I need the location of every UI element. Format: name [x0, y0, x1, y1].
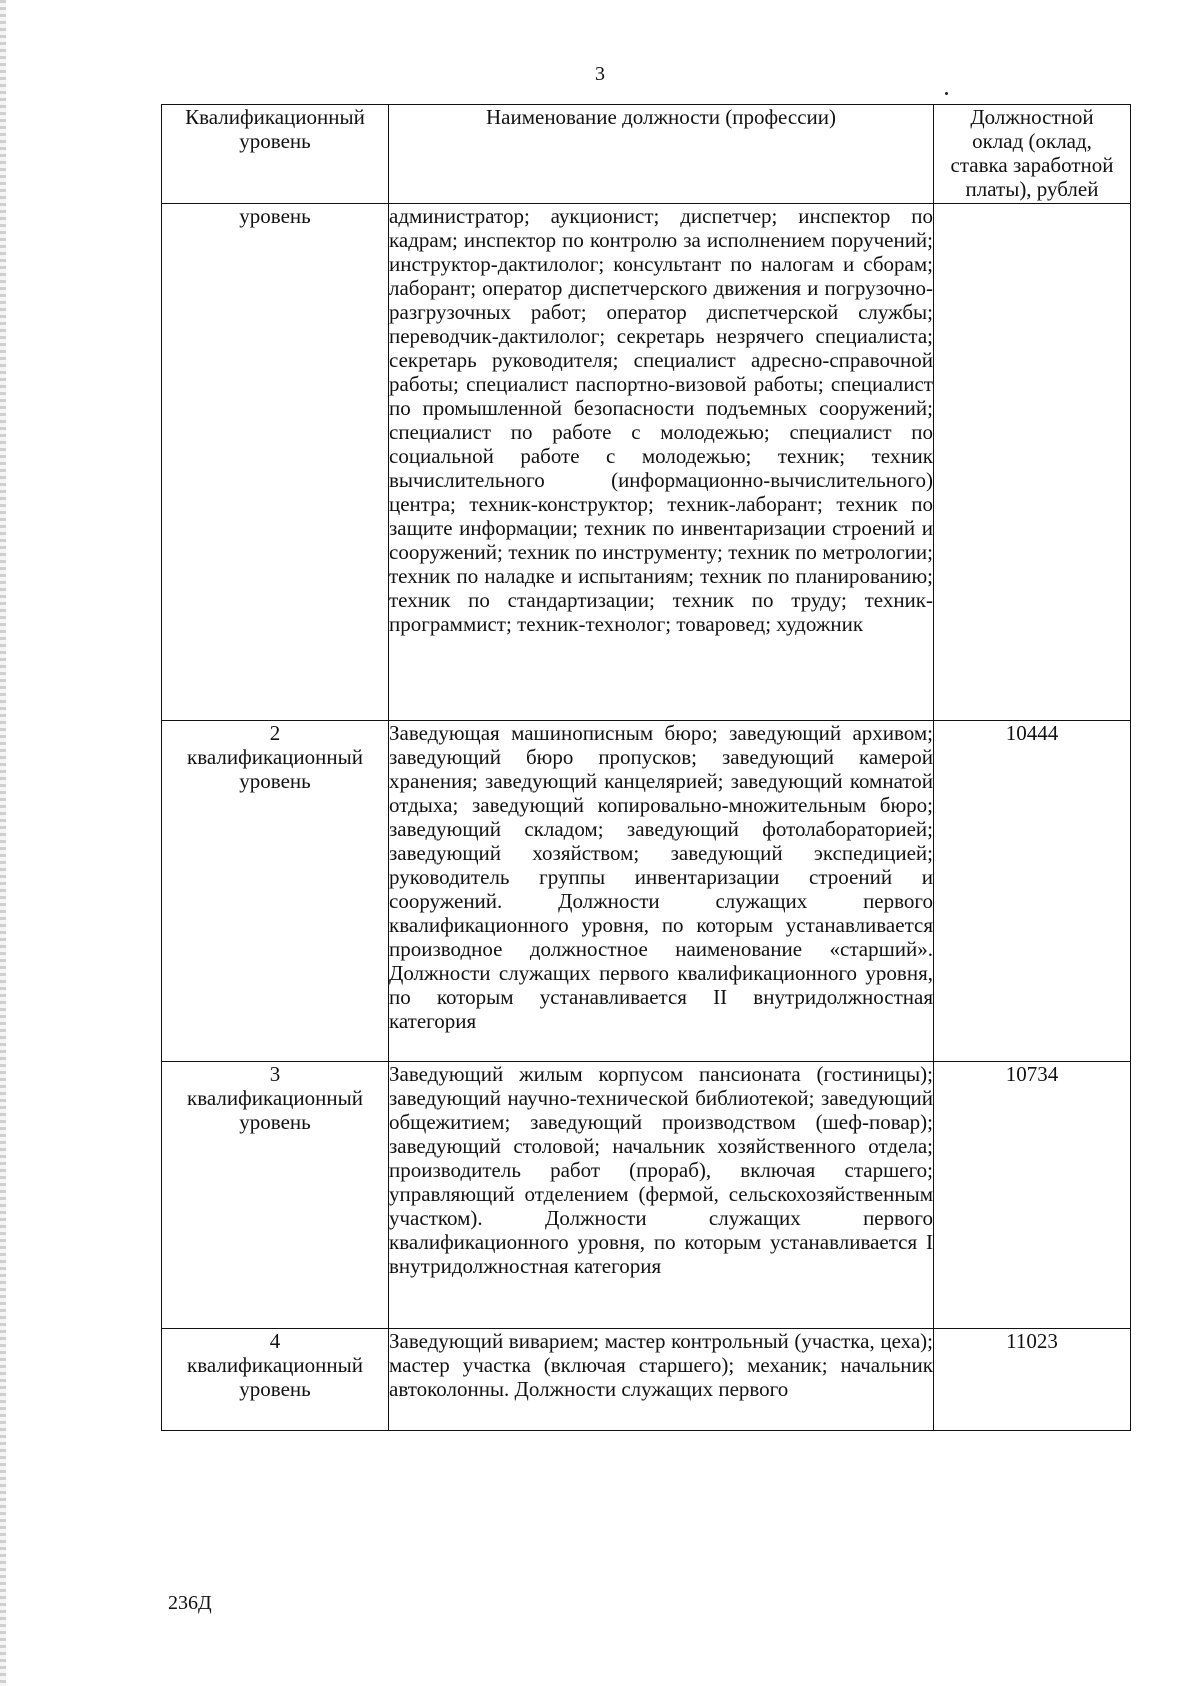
header-salary-line: Должностной — [970, 105, 1094, 129]
level-line: 4 — [269, 1329, 281, 1353]
level-cell — [162, 1062, 389, 1329]
level-cell — [162, 204, 389, 721]
salary-cell: 11023 — [934, 1329, 1131, 1431]
level-line: квалификационный — [187, 1353, 363, 1377]
table-row — [162, 1062, 1131, 1329]
salary-cell — [934, 204, 1131, 721]
table-header-row — [162, 105, 1131, 204]
header-level: Квалификационный уровень — [162, 105, 389, 204]
level-line: уровень — [239, 204, 311, 228]
table-row — [162, 1329, 1131, 1431]
positions-cell: Заведующий жилым корпусом пансионата (гостиницы); заведующий научно-технической библиотекой; заведующий общежитием; заведующий производством (шеф-повар); заведующий столовой; начальник хозяйственного отдела; производитель работ (прораб), включая старшего; управляющий отделением (фермой, сельскохозяйственным участком). Должности служащих первого квалификационного уровня, по которым устанавливается I внутридолжностная категория — [389, 1062, 934, 1329]
level-line: уровень — [239, 769, 311, 793]
positions-cell: Заведующий виварием; мастер контрольный (участка, цеха); мастер участка (включая старшего); механик; начальник автоколонны. Должности служащих первого — [389, 1329, 934, 1431]
level-line: 3 — [269, 1062, 281, 1086]
level-line: уровень — [239, 1377, 311, 1401]
header-salary-line: платы), рублей — [965, 177, 1099, 201]
header-salary-line: оклад (оклад, — [972, 129, 1092, 153]
page-number: 3 — [595, 63, 605, 85]
level-cell — [162, 721, 389, 1062]
scan-edge — [0, 0, 6, 1686]
level-cell — [162, 1329, 389, 1431]
level-line: квалификационный — [187, 745, 363, 769]
header-salary — [934, 105, 1131, 204]
positions-cell: администратор; аукционист; диспетчер; инспектор по кадрам; инспектор по контролю за исполнением поручений; инструктор-дактилолог; консультант по налогам и сборам; лаборант; оператор диспетчерского движения и погрузочно-разгрузочных работ; оператор диспетчерской службы; переводчик-дактилолог; секретарь незрячего специалиста; секретарь руководителя; специалист адресно-справочной работы; специалист паспортно-визовой работы; специалист по промышленной безопасности подъемных сооружений; специалист по работе с молодежью; специалист по социальной работе с молодежью; техник; техник вычислительного (информационно-вычислительного) центра; техник-конструктор; техник-лаборант; техник по защите информации; техник по инвентаризации строений и сооружений; техник по инструменту; техник по метрологии; техник по наладке и испытаниям; техник по планированию; техник по стандартизации; техник по труду; техник-программист; техник-технолог; товаровед; художник — [389, 204, 934, 721]
salary-cell: 10734 — [934, 1062, 1131, 1329]
salary-cell: 10444 — [934, 721, 1131, 1062]
salary-table — [161, 104, 1131, 1431]
header-name: Наименование должности (профессии) — [389, 105, 934, 204]
level-line: 2 — [269, 721, 281, 745]
level-line: квалификационный — [187, 1086, 363, 1110]
level-line: уровень — [239, 1110, 311, 1134]
table-row — [162, 204, 1131, 721]
table-row — [162, 721, 1131, 1062]
header-salary-line: ставка заработной — [950, 153, 1114, 177]
document-code: 236Д — [168, 1592, 212, 1614]
positions-cell: Заведующая машинописным бюро; заведующий архивом; заведующий бюро пропусков; заведующий камерой хранения; заведующий канцелярией; заведующий комнатой отдыха; заведующий копировально-множительным бюро; заведующий складом; заведующий фотолабораторией; заведующий хозяйством; заведующий экспедицией; руководитель группы инвентаризации строений и сооружений. Должности служащих первого квалификационного уровня, по которым устанавливается производное должностное наименование «старший». Должности служащих первого квалификационного уровня, по которым устанавливается II внутридолжностная категория — [389, 721, 934, 1062]
speck — [945, 92, 948, 95]
